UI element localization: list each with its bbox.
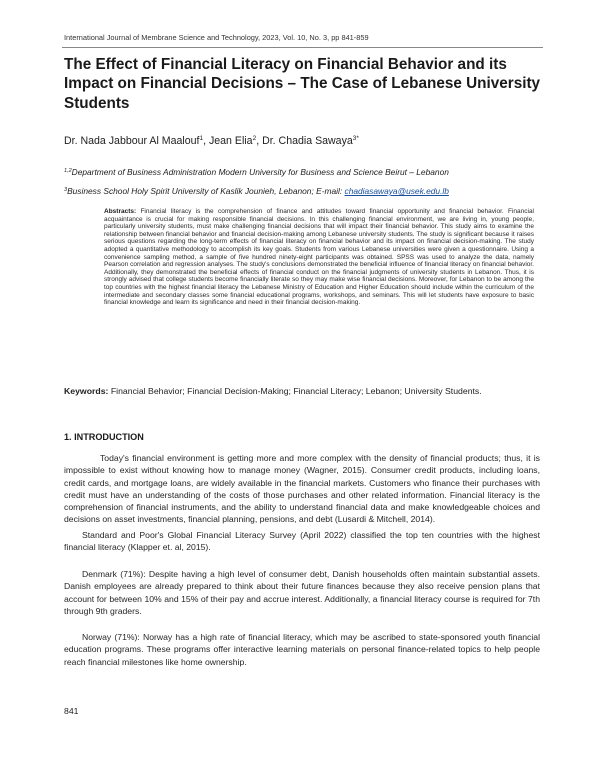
author-name: Jean Elia bbox=[208, 135, 253, 147]
paragraph: Standard and Poor's Global Financial Literacy Survey (April 2022) classified the top ten countries with the highest financial literacy (Klapper et. al, 2015). bbox=[64, 530, 540, 553]
keywords-label: Keywords: bbox=[64, 386, 109, 396]
abstract-label: Abstracts: bbox=[104, 208, 137, 215]
keywords bbox=[64, 386, 482, 396]
abstract-text: Financial literacy is the comprehension of finance and attitudes toward financial opportunity and financial behavior. Financial acquaintance is crucial for making responsible financial decisions. In this challenging financial environment, we are living in, young people, particularly university students, must make challenging financial decisions that will impact their financial behavior. This study aims to examine the relationship between financial behavior and financial decision-making among Lebanese university students. The study is significant because it raises serious questions regarding the long-term effects of financial literacy on financial behavior and its impact on financial decision-making. The study adopted a quantitative methodology to accomplish its key goals. Students from various Lebanese universities were given a questionnaire. Using a convenience sampling method, a sample of five hundred ninety-eight participants was obtained. SPSS was used to analyze the data, namely Pearson correlation and regression analyses. The study's conclusions demonstrated the beneficial influence of financial literacy on financial behavior. Additionally, they demonstrated the beneficial effects of financial conduct on the financial judgments of university students in Lebanon. Thus, it is strongly advised that college students become financially literate so they may make wise financial decisions. Moreover, for Lebanon to be among the top countries with the highest financial literacy the Lebanese Ministry of Education and Higher Education should include within the curriculum of the intermediate and secondary classes some financial educational programs, workshops, and seminars. This will let students have exposure to basic financial knowledge and learn its significance and need in their financial decision-making. bbox=[104, 208, 534, 307]
author-name: Dr. Chadia Sawaya bbox=[262, 135, 353, 147]
abstract bbox=[104, 208, 534, 307]
page-number: 841 bbox=[64, 706, 79, 716]
section-heading: 1. INTRODUCTION bbox=[64, 432, 144, 442]
affiliation-text: Business School Holy Spirit University of Kaslik Jounieh, Lebanon; E-mail: bbox=[67, 186, 345, 196]
affiliation-text: Department of Business Administration Modern University for Business and Science Beirut – Lebanon bbox=[71, 167, 449, 177]
affiliation-mark: 1,2 bbox=[64, 168, 72, 174]
author-affiliation-mark: 3* bbox=[352, 135, 359, 142]
affiliation-1 bbox=[64, 167, 449, 177]
header-rule bbox=[62, 47, 543, 48]
author-affiliation-mark: 2 bbox=[252, 135, 257, 142]
paragraph: Denmark (71%): Despite having a high level of consumer debt, Danish households often maintain substantial assets. Danish employees are already prepared to think about their future finances because they also receive pension plans that account for between 10% and 15% of their pay and accrue interest. Additionally, a financial literacy course is required for 7th through 9th graders. bbox=[64, 569, 540, 616]
author-affiliation-mark: 1 bbox=[199, 135, 204, 142]
keywords-text: Financial Behavior; Financial Decision-Making; Financial Literacy; Lebanon; University Students. bbox=[110, 386, 482, 396]
affiliation-2 bbox=[64, 186, 449, 196]
affiliation-mark: 3 bbox=[64, 187, 68, 193]
paragraph: Today's financial environment is getting more and more complex with the density of financial products; thus, it is impossible to exist without knowing how to manage money (Wagner, 2015). Consumer credit products, including loans, credit cards, and mortgage loans, are widely available in the financial markets. Customers who finance their purchases with credit must have an understanding of the costs of those purchases and other related information. Financial literacy is the comprehension of financial instruments, and the ability to understand financial data and make knowledgeable choices and decisions on asset investments, financial planning, pensions, and debt (Lusardi & Mitchell, 2014). bbox=[64, 453, 540, 525]
journal-citation: International Journal of Membrane Science and Technology, 2023, Vol. 10, No. 3, pp 841-859 bbox=[64, 33, 369, 42]
author-name: Dr. Nada Jabbour Al Maalouf bbox=[64, 135, 200, 147]
paragraph: Norway (71%): Norway has a high rate of financial literacy, which may be ascribed to state-sponsored youth financial education programs. These programs offer interactive learning materials on personal finance-related topics to help people reach financial milestones like home ownership. bbox=[64, 632, 540, 667]
author-list: Dr. Nada Jabbour Al Maalouf$^1$, Jean Elia$^2$, Dr. Chadia Sawaya$^{3*}$ bbox=[64, 135, 359, 147]
email-link[interactable]: chadiasawaya@usek.edu.lb bbox=[344, 186, 449, 196]
paper-title: The Effect of Financial Literacy on Financial Behavior and its Impact on Financial Decisions – The Case of Lebanese University Students bbox=[64, 56, 541, 112]
